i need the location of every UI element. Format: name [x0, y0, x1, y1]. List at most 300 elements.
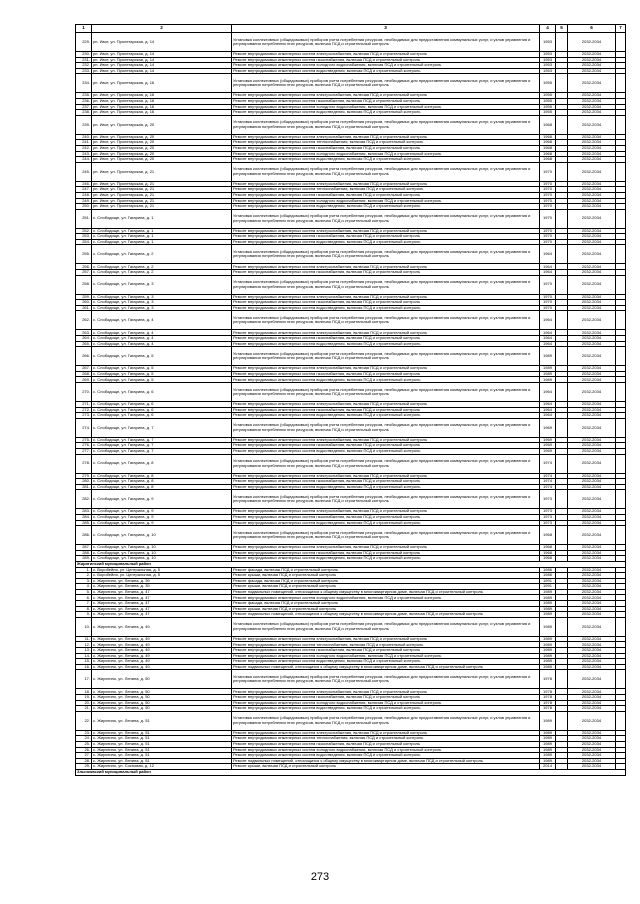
period-cell: 2032-2034	[568, 509, 616, 515]
work-type-cell: Ремонт внутридомовых инженерных систем холодного водоснабжения, включая ПСД и строительный контроль	[232, 198, 540, 204]
year-cell: 1989	[540, 659, 556, 665]
year-cell: 1953	[540, 52, 556, 58]
period-cell: 2032-2034	[568, 764, 616, 770]
row-number-cell: 277.	[76, 448, 92, 454]
address-cell: с. Слободище, ул. Гагарина, д. 7	[92, 418, 232, 437]
table-row	[76, 670, 626, 689]
work-type-cell: Ремонт внутридомовых инженерных систем теплоснабжения, включая ПСД и строительный контроль	[232, 187, 540, 193]
row-number-cell: 289.	[76, 556, 92, 562]
period-cell: 2032-2034	[568, 706, 616, 712]
table-body	[76, 25, 626, 776]
address-cell: с. Слободище, ул. Гагарина, д. 1	[92, 239, 232, 245]
period-cell: 2032-2034	[568, 294, 616, 300]
period-cell: 2032-2034	[568, 695, 616, 701]
row-number-cell: 250.	[76, 204, 92, 210]
empty-cell	[616, 617, 626, 636]
table-row	[76, 311, 626, 330]
year-cell: 1989	[540, 366, 556, 372]
row-number-cell: 26.	[76, 747, 92, 753]
empty-cell	[616, 383, 626, 402]
period-cell: 2032-2034	[568, 612, 616, 618]
period-cell: 2032-2034	[568, 520, 616, 526]
work-type-cell: Ремонт внутридомовых инженерных систем газоснабжения, включая ПСД и строительный контроль	[232, 270, 540, 276]
work-type-cell: Ремонт внутридомовых инженерных систем газоснабжения, включая ПСД и строительный контроль	[232, 57, 540, 63]
year-cell: 1969	[540, 443, 556, 449]
year-cell: 1989	[540, 636, 556, 642]
period-cell: 2032-2034	[568, 584, 616, 590]
work-type-cell: Ремонт внутридомовых инженерных систем газоснабжения, включая ПСД и строительный контроль	[232, 695, 540, 701]
address-cell: рп. Ивот, ул. Пролетарская, д. 20	[92, 157, 232, 163]
row-number-cell: 272.	[76, 407, 92, 413]
header-cell: 1	[76, 25, 92, 33]
address-cell: с. Слободище, ул. Гагарина, д. 6	[92, 402, 232, 408]
period-cell: 2032-2034	[568, 747, 616, 753]
empty-cell	[556, 617, 568, 636]
year-cell: 1969	[540, 418, 556, 437]
address-cell: рп. Ивот, ул. Пролетарская, д. 16	[92, 74, 232, 93]
year-cell: 1989	[540, 612, 556, 618]
empty-cell	[556, 383, 568, 402]
table-row	[76, 490, 626, 509]
row-number-cell: 242.	[76, 145, 92, 151]
row-number-cell: 15.	[76, 659, 92, 665]
empty-cell	[556, 347, 568, 366]
period-cell: 2032-2034	[568, 601, 616, 607]
period-cell: 2032-2034	[568, 300, 616, 306]
year-cell: 1970	[540, 162, 556, 181]
work-type-cell: Ремонт внутридомовых инженерных систем водоотведения, включая ПСД и строительный контроль	[232, 556, 540, 562]
row-number-cell: 248.	[76, 192, 92, 198]
address-cell: с. Слободище, ул. Гагарина, д. 4	[92, 330, 232, 336]
year-cell: 1989	[540, 589, 556, 595]
table-row	[76, 115, 626, 134]
year-cell: 1974	[540, 454, 556, 473]
work-type-cell: Ремонт внутридомовых инженерных систем электроснабжения, включая ПСД и строительный контроль	[232, 264, 540, 270]
work-type-cell: Ремонт внутридомовых инженерных систем газоснабжения, включая ПСД и строительный контроль	[232, 300, 540, 306]
period-cell: 2032-2034	[568, 550, 616, 556]
work-type-cell: Ремонт подвальных помещений, относящихся к общему имуществу в многоквартирном доме, включая ПСД и строительный контроль	[232, 612, 540, 618]
address-cell: с. Жирятино, ул. Ленина, д. 51	[92, 741, 232, 747]
work-type-cell: Ремонт внутридомовых инженерных систем электроснабжения, включая ПСД и строительный контроль	[232, 730, 540, 736]
header-cell: 7	[616, 25, 626, 33]
period-cell: 2032-2034	[568, 578, 616, 584]
address-cell: с. Слободище, ул. Гагарина, д. 5	[92, 366, 232, 372]
year-cell: 1970	[540, 234, 556, 240]
address-cell: с. Слободище, ул. Гагарина, д. 2	[92, 245, 232, 264]
work-type-cell: Ремонт внутридомовых инженерных систем электроснабжения, включая ПСД и строительный контроль	[232, 294, 540, 300]
year-cell: 1968	[540, 140, 556, 146]
period-cell: 2032-2034	[568, 245, 616, 264]
work-type-cell: Ремонт внутридомовых инженерных систем газоснабжения, включая ПСД и строительный контроль	[232, 407, 540, 413]
address-cell: с. Жирятино, ул. Ленина, д. 51	[92, 753, 232, 759]
address-cell: рп. Ивот, ул. Пролетарская, д. 16	[92, 98, 232, 104]
work-type-cell: Ремонт внутридомовых инженерных систем холодного водоснабжения, включая ПСД и строительный контроль	[232, 104, 540, 110]
period-cell: 2032-2034	[568, 33, 616, 52]
work-type-cell: Ремонт внутридомовых инженерных систем электроснабжения, включая ПСД и строительный контроль	[232, 181, 540, 187]
table-row	[76, 275, 626, 294]
period-cell: 2032-2034	[568, 556, 616, 562]
address-cell: рп. Ивот, ул. Пролетарская, д. 14	[92, 68, 232, 74]
address-cell: с. Слободище, ул. Гагарина, д. 2	[92, 270, 232, 276]
row-number-cell: 1.	[76, 567, 92, 573]
work-type-cell: Установка коллективных (общедомовых) приборов учета потребления ресурсов, необходимых для предоставления коммунальных услуг, и узлов управления и регулирования потребления этих ресурсов, включая ПСД и строительный контроль	[232, 617, 540, 636]
row-number-cell: 3.	[76, 578, 92, 584]
row-number-cell: 282.	[76, 490, 92, 509]
row-number-cell: 286.	[76, 526, 92, 545]
work-type-cell: Ремонт внутридомовых инженерных систем газоснабжения, включая ПСД и строительный контроль	[232, 234, 540, 240]
row-number-cell: 239.	[76, 115, 92, 134]
address-cell: с. Слободище, ул. Гагарина, д. 7	[92, 448, 232, 454]
period-cell: 2032-2034	[568, 93, 616, 99]
year-cell: 1973	[540, 490, 556, 509]
year-cell: 1970	[540, 204, 556, 210]
empty-cell	[556, 526, 568, 545]
address-cell: с. Слободище, ул. Гагарина, д. 4	[92, 336, 232, 342]
empty-cell	[616, 33, 626, 52]
work-type-cell: Ремонт внутридомовых инженерных систем водоотведения, включая ПСД и строительный контроль	[232, 68, 540, 74]
empty-cell	[556, 115, 568, 134]
address-cell: рп. Ивот, ул. Пролетарская, д. 14	[92, 63, 232, 69]
period-cell: 2032-2034	[568, 157, 616, 163]
address-cell: с. Слободище, ул. Гагарина, д. 9	[92, 520, 232, 526]
row-number-cell: 229.	[76, 33, 92, 52]
row-number-cell: 281.	[76, 484, 92, 490]
work-type-cell: Ремонт крыши, включая ПСД и строительный контроль	[232, 584, 540, 590]
year-cell: 1968	[540, 556, 556, 562]
period-cell: 2032-2034	[568, 341, 616, 347]
year-cell: 1964	[540, 270, 556, 276]
period-cell: 2032-2034	[568, 589, 616, 595]
year-cell: 1953	[540, 57, 556, 63]
address-cell: с. Слободище, ул. Гагарина, д. 5	[92, 377, 232, 383]
row-number-cell: 271.	[76, 402, 92, 408]
row-number-cell: 20.	[76, 700, 92, 706]
period-cell: 2032-2034	[568, 648, 616, 654]
year-cell: 1968	[540, 157, 556, 163]
empty-cell	[556, 245, 568, 264]
address-cell: с. Слободище, ул. Гагарина, д. 10	[92, 526, 232, 545]
work-type-cell: Установка коллективных (общедомовых) приборов учета потребления ресурсов, необходимых для предоставления коммунальных услуг, и узлов управления и регулирования потребления этих ресурсов, включая ПСД и строительный контроль	[232, 115, 540, 134]
row-number-cell: 274.	[76, 418, 92, 437]
period-cell: 2032-2034	[568, 305, 616, 311]
work-type-cell: Ремонт внутридомовых инженерных систем водоотведения, включая ПСД и строительный контроль	[232, 706, 540, 712]
work-type-cell: Ремонт внутридомовых инженерных систем электроснабжения, включая ПСД и строительный контроль	[232, 509, 540, 515]
period-cell: 2032-2034	[568, 741, 616, 747]
row-number-cell: 29.	[76, 764, 92, 770]
address-cell: рп. Ивот, ул. Пролетарская, д. 21	[92, 187, 232, 193]
period-cell: 2032-2034	[568, 653, 616, 659]
address-cell: с. Жирятино, ул. Ленина, д. 51	[92, 747, 232, 753]
period-cell: 2032-2034	[568, 151, 616, 157]
row-number-cell: 17.	[76, 670, 92, 689]
row-number-cell: 260.	[76, 300, 92, 306]
year-cell: 1973	[540, 520, 556, 526]
work-type-cell: Установка коллективных (общедомовых) приборов учета потребления ресурсов, необходимых для предоставления коммунальных услуг, и узлов управления и регулирования потребления этих ресурсов, включая ПСД и строительный контроль	[232, 711, 540, 730]
row-number-cell: 22.	[76, 711, 92, 730]
row-number-cell: 6.	[76, 595, 92, 601]
period-cell: 2032-2034	[568, 711, 616, 730]
work-type-cell: Ремонт крыши, включая ПСД и строительный контроль	[232, 573, 540, 579]
work-type-cell: Установка коллективных (общедомовых) приборов учета потребления ресурсов, необходимых для предоставления коммунальных услуг, и узлов управления и регулирования потребления этих ресурсов, включая ПСД и строительный контроль	[232, 383, 540, 402]
address-cell: с. Слободище, ул. Гагарина, д. 1	[92, 228, 232, 234]
row-number-cell: 267.	[76, 366, 92, 372]
year-cell: 1970	[540, 198, 556, 204]
work-type-cell: Ремонт подвальных помещений, относящихся к общему имуществу в многоквартирном доме, включая ПСД и строительный контроль	[232, 589, 540, 595]
period-cell: 2032-2034	[568, 140, 616, 146]
address-cell: с. Воробейня, ул. Центральная, д. 5	[92, 573, 232, 579]
row-number-cell: 233.	[76, 68, 92, 74]
row-number-cell: 232.	[76, 63, 92, 69]
period-cell: 2032-2034	[568, 407, 616, 413]
period-cell: 2032-2034	[568, 514, 616, 520]
year-cell: 1973	[540, 509, 556, 515]
row-number-cell: 247.	[76, 187, 92, 193]
row-number-cell: 28.	[76, 758, 92, 764]
work-type-cell: Установка коллективных (общедомовых) приборов учета потребления ресурсов, необходимых для предоставления коммунальных услуг, и узлов управления и регулирования потребления этих ресурсов, включая ПСД и строительный контроль	[232, 670, 540, 689]
address-cell: с. Слободище, ул. Гагарина, д. 8	[92, 479, 232, 485]
row-number-cell: 270.	[76, 383, 92, 402]
work-type-cell: Установка коллективных (общедомовых) приборов учета потребления ресурсов, необходимых для предоставления коммунальных услуг, и узлов управления и регулирования потребления этих ресурсов, включая ПСД и строительный контроль	[232, 162, 540, 181]
empty-cell	[616, 275, 626, 294]
address-cell: с. Слободище, ул. Гагарина, д. 9	[92, 490, 232, 509]
row-number-cell: 257.	[76, 270, 92, 276]
period-cell: 2032-2034	[568, 418, 616, 437]
table-row	[76, 418, 626, 437]
work-type-cell: Ремонт внутридомовых инженерных систем газоснабжения, включая ПСД и строительный контроль	[232, 192, 540, 198]
year-cell: 1989	[540, 747, 556, 753]
row-number-cell: 285.	[76, 520, 92, 526]
period-cell: 2032-2034	[568, 479, 616, 485]
empty-cell	[556, 74, 568, 93]
address-cell: рп. Ивот, ул. Пролетарская, д. 16	[92, 93, 232, 99]
address-cell: с. Жирятино, ул. Ленина, д. 50	[92, 706, 232, 712]
address-cell: с. Слободище, ул. Гагарина, д. 10	[92, 556, 232, 562]
address-cell: с. Жирятино, ул. Ленина, д. 49	[92, 636, 232, 642]
row-number-cell: 266.	[76, 347, 92, 366]
year-cell: 1964	[540, 330, 556, 336]
empty-cell	[616, 526, 626, 545]
work-type-cell: Ремонт внутридомовых инженерных систем электроснабжения, включая ПСД и строительный контроль	[232, 545, 540, 551]
empty-cell	[556, 209, 568, 228]
address-cell: рп. Ивот, ул. Пролетарская, д. 14	[92, 33, 232, 52]
year-cell: 1970	[540, 192, 556, 198]
section-title: Жирятинский муниципальный район	[76, 561, 626, 567]
work-type-cell: Ремонт внутридомовых инженерных систем холодного водоснабжения, включая ПСД и строительный контроль	[232, 595, 540, 601]
work-type-cell: Установка коллективных (общедомовых) приборов учета потребления ресурсов, необходимых для предоставления коммунальных услуг, и узлов управления и регулирования потребления этих ресурсов, включая ПСД и строительный контроль	[232, 245, 540, 264]
header-cell: 5	[556, 25, 568, 33]
address-cell: с. Жирятино, ул. Ленина, д. 47	[92, 601, 232, 607]
row-number-cell: 256.	[76, 264, 92, 270]
address-cell: с. Жирятино, ул. Ленина, д. 39	[92, 578, 232, 584]
year-cell: 1964	[540, 383, 556, 402]
row-number-cell: 236.	[76, 98, 92, 104]
address-cell: с. Жирятино, ул. Ленина, д. 50	[92, 695, 232, 701]
header-row	[76, 25, 626, 33]
work-type-cell: Ремонт внутридомовых инженерных систем электроснабжения, включая ПСД и строительный контроль	[232, 437, 540, 443]
period-cell: 2032-2034	[568, 63, 616, 69]
row-number-cell: 238.	[76, 110, 92, 116]
empty-cell	[616, 311, 626, 330]
row-number-cell: 23.	[76, 730, 92, 736]
empty-cell	[616, 245, 626, 264]
empty-cell	[556, 162, 568, 181]
address-cell: рп. Ивот, ул. Пролетарская, д. 21	[92, 192, 232, 198]
address-cell: с. Жирятино, ул. Ленина, д. 51	[92, 736, 232, 742]
address-cell: с. Жирятино, ул. Ленина, д. 50	[92, 700, 232, 706]
period-cell: 2032-2034	[568, 134, 616, 140]
year-cell: 1968	[540, 134, 556, 140]
work-type-cell: Ремонт внутридомовых инженерных систем водоотведения, включая ПСД и строительный контроль	[232, 753, 540, 759]
year-cell: 1989	[540, 753, 556, 759]
year-cell: 1989	[540, 730, 556, 736]
period-cell: 2032-2034	[568, 74, 616, 93]
work-type-cell: Установка коллективных (общедомовых) приборов учета потребления ресурсов, необходимых для предоставления коммунальных услуг, и узлов управления и регулирования потребления этих ресурсов, включая ПСД и строительный контроль	[232, 33, 540, 52]
row-number-cell: 21.	[76, 706, 92, 712]
row-number-cell: 231.	[76, 57, 92, 63]
empty-cell	[556, 418, 568, 437]
year-cell: 2014	[540, 764, 556, 770]
work-type-cell: Ремонт внутридомовых инженерных систем теплоснабжения, включая ПСД и строительный контроль	[232, 736, 540, 742]
address-cell: с. Слободище, ул. Гагарина, д. 2	[92, 264, 232, 270]
work-type-cell: Ремонт внутридомовых инженерных систем электроснабжения, включая ПСД и строительный контроль	[232, 330, 540, 336]
work-type-cell: Ремонт внутридомовых инженерных систем холодного водоснабжения, включая ПСД и строительный контроль	[232, 63, 540, 69]
period-cell: 2032-2034	[568, 606, 616, 612]
year-cell: 1970	[540, 239, 556, 245]
address-cell: с. Слободище, ул. Гагарина, д. 9	[92, 514, 232, 520]
year-cell: 1953	[540, 33, 556, 52]
table-row	[76, 711, 626, 730]
address-cell: с. Слободище, ул. Гагарина, д. 8	[92, 454, 232, 473]
period-cell: 2032-2034	[568, 377, 616, 383]
work-type-cell: Ремонт крыши, включая ПСД и строительный контроль	[232, 606, 540, 612]
year-cell: 1968	[540, 115, 556, 134]
empty-cell	[616, 162, 626, 181]
table-row	[76, 383, 626, 402]
row-number-cell: 234.	[76, 74, 92, 93]
period-cell: 2032-2034	[568, 413, 616, 419]
address-cell: с. Слободище, ул. Гагарина, д. 10	[92, 550, 232, 556]
row-number-cell: 24.	[76, 736, 92, 742]
year-cell: 1964	[540, 402, 556, 408]
row-number-cell: 235.	[76, 93, 92, 99]
row-number-cell: 258.	[76, 275, 92, 294]
row-number-cell: 249.	[76, 198, 92, 204]
period-cell: 2032-2034	[568, 617, 616, 636]
work-type-cell: Ремонт фасада, включая ПСД и строительный контроль	[232, 601, 540, 607]
work-type-cell: Ремонт внутридомовых инженерных систем газоснабжения, включая ПСД и строительный контроль	[232, 741, 540, 747]
year-cell: 1974	[540, 479, 556, 485]
row-number-cell: 280.	[76, 479, 92, 485]
period-cell: 2032-2034	[568, 545, 616, 551]
empty-cell	[556, 275, 568, 294]
work-type-cell: Ремонт внутридомовых инженерных систем электроснабжения, включая ПСД и строительный контроль	[232, 689, 540, 695]
year-cell: 1989	[540, 642, 556, 648]
empty-cell	[556, 454, 568, 473]
year-cell: 1989	[540, 595, 556, 601]
empty-cell	[616, 115, 626, 134]
table-row	[76, 526, 626, 545]
address-cell: с. Жирятино, ул. Ленина, д. 39	[92, 584, 232, 590]
period-cell: 2032-2034	[568, 371, 616, 377]
table-row	[76, 162, 626, 181]
year-cell: 1978	[540, 670, 556, 689]
row-number-cell: 8.	[76, 606, 92, 612]
address-cell: с. Слободище, ул. Гагарина, д. 4	[92, 311, 232, 330]
row-number-cell: 284.	[76, 514, 92, 520]
table-row	[76, 33, 626, 52]
period-cell: 2032-2034	[568, 642, 616, 648]
row-number-cell: 243.	[76, 151, 92, 157]
row-number-cell: 252.	[76, 228, 92, 234]
row-number-cell: 276.	[76, 443, 92, 449]
work-type-cell: Ремонт подвальных помещений, относящихся к общему имуществу в многоквартирном доме, включая ПСД и строительный контроль	[232, 758, 540, 764]
year-cell: 1970	[540, 181, 556, 187]
address-cell: с. Слободище, ул. Гагарина, д. 8	[92, 473, 232, 479]
period-cell: 2032-2034	[568, 270, 616, 276]
empty-cell	[616, 454, 626, 473]
period-cell: 2032-2034	[568, 52, 616, 58]
work-type-cell: Установка коллективных (общедомовых) приборов учета потребления ресурсов, необходимых для предоставления коммунальных услуг, и узлов управления и регулирования потребления этих ресурсов, включая ПСД и строительный контроль	[232, 275, 540, 294]
work-type-cell: Ремонт подвальных помещений, относящихся к общему имуществу в многоквартирном доме, включая ПСД и строительный контроль	[232, 664, 540, 670]
address-cell: с. Жирятино, ул. Ленина, д. 49	[92, 617, 232, 636]
row-number-cell: 259.	[76, 294, 92, 300]
empty-cell	[616, 347, 626, 366]
address-cell: рп. Ивот, ул. Пролетарская, д. 16	[92, 104, 232, 110]
work-type-cell: Ремонт внутридомовых инженерных систем газоснабжения, включая ПСД и строительный контроль	[232, 371, 540, 377]
address-cell: с. Слободище, ул. Гагарина, д. 7	[92, 437, 232, 443]
period-cell: 2032-2034	[568, 98, 616, 104]
address-cell: с. Слободище, ул. Гагарина, д. 9	[92, 509, 232, 515]
work-type-cell: Ремонт внутридомовых инженерных систем холодного водоснабжения, включая ПСД и строительный контроль	[232, 151, 540, 157]
row-number-cell: 7.	[76, 601, 92, 607]
address-cell: с. Жирятино, ул. Ленина, д. 47	[92, 612, 232, 618]
work-type-cell: Ремонт крыши, включая ПСД и строительный контроль	[232, 764, 540, 770]
table-row	[76, 209, 626, 228]
period-cell: 2032-2034	[568, 595, 616, 601]
empty-cell	[556, 490, 568, 509]
period-cell: 2032-2034	[568, 234, 616, 240]
period-cell: 2032-2034	[568, 68, 616, 74]
year-cell: 1964	[540, 407, 556, 413]
address-cell: рп. Ивот, ул. Пролетарская, д. 20	[92, 115, 232, 134]
year-cell: 1989	[540, 664, 556, 670]
year-cell: 1989	[540, 736, 556, 742]
work-type-cell: Ремонт внутридомовых инженерных систем электроснабжения, включая ПСД и строительный контроль	[232, 228, 540, 234]
year-cell: 1953	[540, 63, 556, 69]
address-cell: с. Жирятино, ул. Ленина, д. 49	[92, 653, 232, 659]
period-cell: 2032-2034	[568, 57, 616, 63]
period-cell: 2032-2034	[568, 573, 616, 579]
address-cell: с. Слободище, ул. Гагарина, д. 7	[92, 443, 232, 449]
address-cell: рп. Ивот, ул. Пролетарская, д. 21	[92, 198, 232, 204]
address-cell: с. Жирятино, ул. Ленина, д. 47	[92, 595, 232, 601]
row-number-cell: 273.	[76, 413, 92, 419]
work-type-cell: Ремонт внутридомовых инженерных систем газоснабжения, включая ПСД и строительный контроль	[232, 98, 540, 104]
work-type-cell: Ремонт внутридомовых инженерных систем газоснабжения, включая ПСД и строительный контроль	[232, 648, 540, 654]
year-cell: 1991	[540, 578, 556, 584]
work-type-cell: Ремонт внутридомовых инженерных систем электроснабжения, включая ПСД и строительный контроль	[232, 402, 540, 408]
period-cell: 2032-2034	[568, 567, 616, 573]
period-cell: 2032-2034	[568, 700, 616, 706]
empty-cell	[556, 33, 568, 52]
row-number-cell: 19.	[76, 695, 92, 701]
row-number-cell: 11.	[76, 636, 92, 642]
row-number-cell: 278.	[76, 454, 92, 473]
row-number-cell: 283.	[76, 509, 92, 515]
row-number-cell: 246.	[76, 181, 92, 187]
work-type-cell: Установка коллективных (общедомовых) приборов учета потребления ресурсов, необходимых для предоставления коммунальных услуг, и узлов управления и регулирования потребления этих ресурсов, включая ПСД и строительный контроль	[232, 526, 540, 545]
year-cell: 1989	[540, 617, 556, 636]
